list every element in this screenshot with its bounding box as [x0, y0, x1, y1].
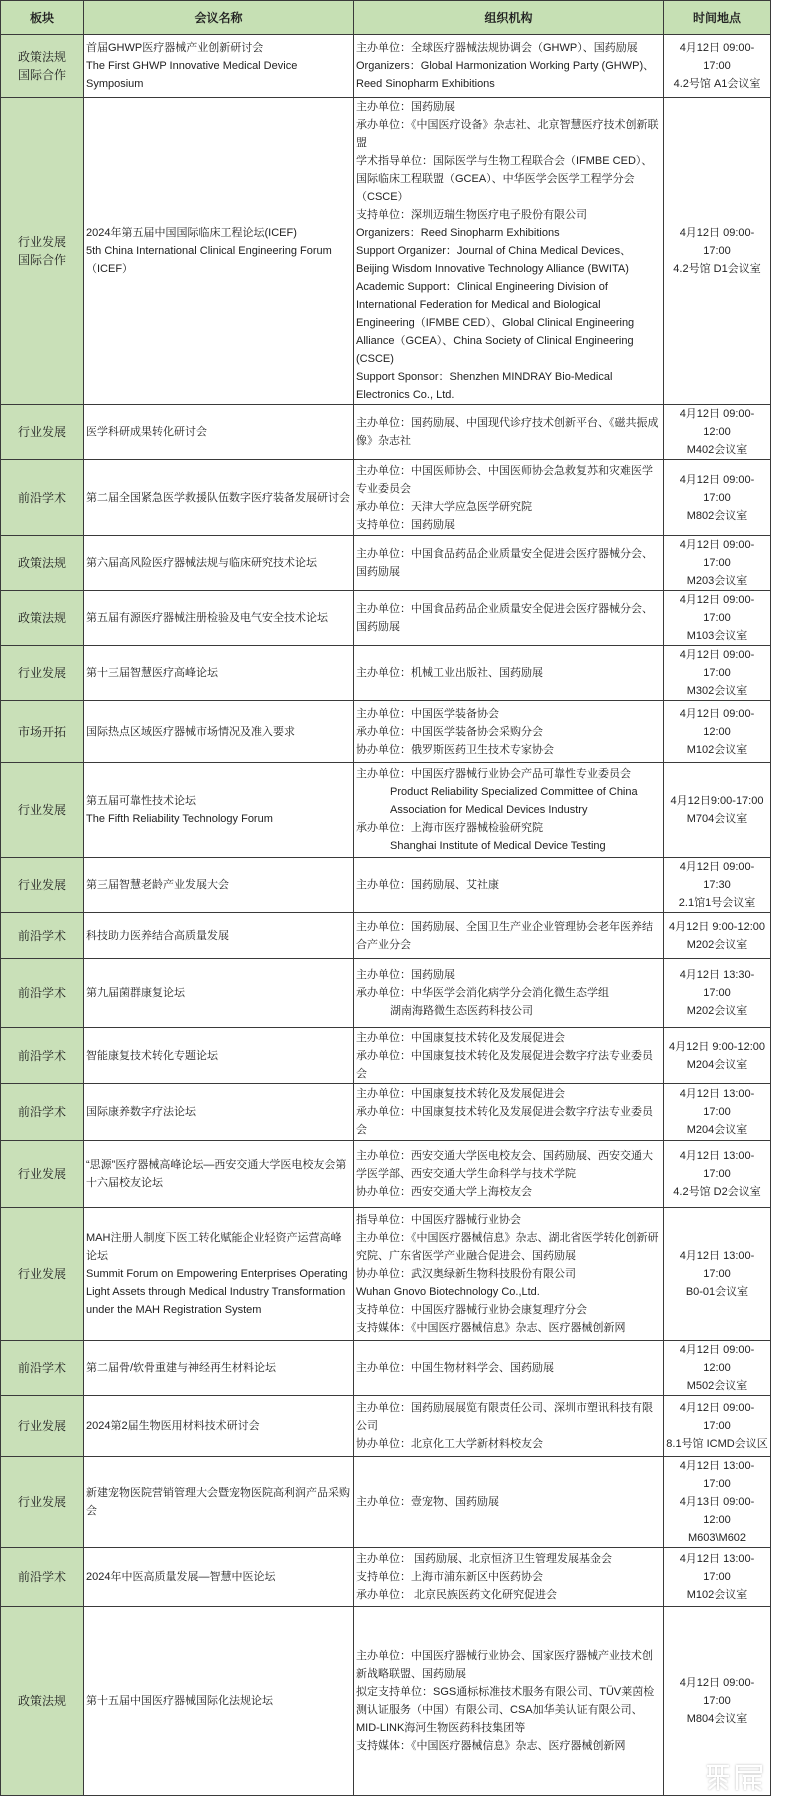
category-cell	[1, 1607, 84, 1796]
organizers-cell-line: 主办单位：中国生物材料学会、国药励展	[356, 1362, 554, 1374]
time-location-cell	[664, 1141, 771, 1208]
time-location-cell-line: M204会议室	[686, 1058, 748, 1071]
category-cell-line: 行业发展	[17, 1419, 66, 1433]
organizers-cell	[354, 1548, 664, 1607]
category-cell	[1, 1548, 84, 1607]
organizers-cell-line: Organizers：Global Harmonization Working Party (GHWP)、Reed Sinopharm Exhibitions	[356, 60, 655, 90]
organizers-cell	[354, 1341, 664, 1396]
meeting-name-cell-line: 第九届菌群康复论坛	[86, 987, 185, 999]
time-location-cell-line: 4月12日 13:00-17:00	[679, 1250, 755, 1280]
meeting-name-cell	[84, 405, 354, 460]
category-cell	[1, 959, 84, 1028]
category-cell-line: 前沿学术	[17, 1361, 66, 1375]
time-location-cell	[664, 913, 771, 959]
organizers-cell	[354, 763, 664, 858]
category-cell-line: 前沿学术	[17, 928, 66, 943]
organizers-cell	[354, 35, 664, 98]
meeting-name-cell	[84, 460, 354, 536]
time-location-cell	[664, 35, 771, 98]
table-row	[1, 959, 771, 1028]
time-location-cell-line: 4月12日 09:00-17:00	[679, 42, 755, 72]
organizers-cell-line: Shanghai Institute of Medical Device Testing	[390, 840, 606, 852]
meeting-name-cell	[84, 1028, 354, 1084]
table-row	[1, 1457, 771, 1548]
meeting-name-cell	[84, 763, 354, 858]
organizers-cell-line: 主办单位：中国医师协会、中国医师协会急救复苏和灾难医学专业委员会	[356, 464, 653, 495]
meeting-name-cell	[84, 959, 354, 1028]
time-location-cell-line: 4月12日 9:00-12:00	[668, 1040, 765, 1053]
table-row	[1, 1341, 771, 1396]
time-location-cell-line: 4月12日 13:00-17:00	[679, 1553, 755, 1583]
meeting-name-cell-line: “思源”医疗器械高峰论坛—西安交通大学医电校友会第十六届校友论坛	[86, 1159, 347, 1189]
organizers-cell-line: 主办单位：国药励展、中国现代诊疗技术创新平台、《磁共振成像》杂志社	[356, 417, 659, 447]
organizers-cell-line: Support Sponsor：Shenzhen MINDRAY Bio-Medical Electronics Co., Ltd.	[356, 371, 613, 401]
meeting-name-cell	[84, 1141, 354, 1208]
organizers-cell-line: Support Organizer：Journal of China Medical Devices、Beijing Wisdom Innovative Technology Alliance (BWITA)	[356, 245, 632, 275]
organizers-cell	[354, 1208, 664, 1341]
organizers-cell-line: 承办单位：天津大学应急医学研究院	[356, 500, 532, 513]
meeting-name-cell	[84, 1396, 354, 1457]
time-location-cell-line: 4月12日 09:00-12:00	[679, 1344, 755, 1374]
time-location-cell-line: 4月12日 09:00-17:00	[679, 649, 755, 679]
meeting-name-cell-line: 第三届智慧老龄产业发展大会	[86, 879, 229, 891]
category-cell-line: 国际合作	[17, 68, 66, 82]
organizers-cell-line: Wuhan Gnovo Biotechnology Co.,Ltd.	[356, 1286, 540, 1298]
meeting-name-cell-line: 5th China International Clinical Engineering Forum（ICEF）	[86, 245, 332, 275]
category-cell-line: 市场开拓	[17, 724, 66, 739]
time-location-cell	[664, 1548, 771, 1607]
category-cell	[1, 591, 84, 646]
time-location-cell-line: 2.1馆1号会议室	[678, 897, 756, 909]
time-location-cell-line: M202会议室	[686, 938, 748, 951]
table-row	[1, 1141, 771, 1208]
meeting-name-cell-line: 第二届全国紧急医学救援队伍数字医疗装备发展研讨会	[86, 491, 350, 504]
meeting-name-cell-line: 国际热点区域医疗器械市场情况及准入要求	[86, 725, 295, 738]
meeting-name-cell-line: 2024年中医高质量发展—智慧中医论坛	[86, 1571, 276, 1583]
category-cell	[1, 913, 84, 959]
meeting-name-cell	[84, 591, 354, 646]
meeting-name-cell-line: 第五届有源医疗器械注册检验及电气安全技术论坛	[86, 612, 328, 624]
organizers-cell-line: 主办单位：西安交通大学医电校友会、国药励展、西安交通大学医学部、西安交通大学生命科学与技术学院	[356, 1150, 653, 1180]
header-time-location: 时间地点	[664, 1, 771, 35]
organizers-cell-line: Product Reliability Specialized Committee of China Association for Medical Devices Industry	[390, 786, 638, 816]
meeting-name-cell	[84, 646, 354, 701]
time-location-cell	[664, 763, 771, 858]
meeting-name-cell	[84, 1084, 354, 1141]
time-location-cell-line: M204会议室	[686, 1124, 748, 1136]
table-row	[1, 591, 771, 646]
category-cell	[1, 1208, 84, 1341]
category-cell-line: 行业发展	[17, 666, 66, 680]
time-location-cell-line: M302会议室	[686, 685, 748, 697]
organizers-cell-line: 承办单位：中国医学装备协会采购分会	[356, 725, 543, 738]
category-cell	[1, 701, 84, 763]
organizers-cell-line: 主办单位：中国康复技术转化及发展促进会	[356, 1031, 565, 1044]
organizers-cell	[354, 536, 664, 591]
organizers-cell-line: 主办单位： 国药励展、北京恒济卫生管理发展基金会	[356, 1553, 613, 1565]
category-cell	[1, 1084, 84, 1141]
time-location-cell	[664, 646, 771, 701]
time-location-cell-line: M203会议室	[686, 575, 748, 587]
table-row	[1, 35, 771, 98]
organizers-cell-line: 协办单位：西安交通大学上海校友会	[356, 1186, 532, 1198]
time-location-cell-line: 4月12日 09:00-17:00	[679, 473, 755, 504]
time-location-cell-line: 4月12日 13:00-17:00	[679, 1460, 755, 1490]
time-location-cell-line: M103会议室	[686, 630, 748, 642]
time-location-cell	[664, 1028, 771, 1084]
time-location-cell-line: 4月12日 13:00-17:00	[679, 1150, 755, 1180]
time-location-cell	[664, 959, 771, 1028]
meeting-name-cell-line: 医学科研成果转化研讨会	[86, 426, 207, 438]
category-cell-line: 前沿学术	[17, 1570, 66, 1584]
time-location-cell	[664, 405, 771, 460]
time-location-cell-line: M502会议室	[686, 1380, 748, 1392]
category-cell	[1, 460, 84, 536]
organizers-cell	[354, 1607, 664, 1796]
table-row	[1, 1028, 771, 1084]
organizers-cell-line: Organizers：Reed Sinopharm Exhibitions	[356, 227, 560, 239]
table-row	[1, 536, 771, 591]
organizers-cell	[354, 1396, 664, 1457]
time-location-cell-line: 4.2号馆 D2会议室	[673, 1186, 761, 1198]
header-category: 板块	[1, 1, 84, 35]
category-cell-line: 行业发展	[17, 235, 66, 249]
meeting-name-cell-line: 国际康养数字疗法论坛	[86, 1106, 196, 1118]
time-location-cell-line: M102会议室	[686, 1589, 748, 1601]
time-location-cell-line: M704会议室	[686, 813, 748, 825]
time-location-cell-line: 4月12日9:00-17:00	[670, 795, 764, 807]
time-location-cell	[664, 1084, 771, 1141]
organizers-cell-line: 支持单位：上海市浦东新区中医药协会	[356, 1571, 543, 1583]
time-location-cell-line: 4月12日 09:00-17:00	[679, 227, 755, 257]
category-cell-line: 国际合作	[17, 253, 66, 267]
category-cell-line: 行业发展	[17, 878, 66, 892]
organizers-cell-line: 主办单位：机械工业出版社、国药励展	[356, 667, 543, 679]
time-location-cell-line: 4月13日 09:00-12:00	[679, 1496, 755, 1526]
time-location-cell	[664, 460, 771, 536]
meeting-name-cell	[84, 35, 354, 98]
table-row	[1, 1396, 771, 1457]
time-location-cell-line: 4.2号馆 A1会议室	[673, 78, 761, 90]
organizers-cell-line: 主办单位：壹宠物、国药励展	[356, 1496, 499, 1508]
meeting-name-cell-line: 科技助力医养结合高质量发展	[86, 929, 229, 942]
meeting-name-cell	[84, 701, 354, 763]
time-location-cell	[664, 1208, 771, 1341]
organizers-cell-line: 主办单位：国药励展展览有限责任公司、深圳市塑讯科技有限公司	[356, 1402, 653, 1432]
organizers-cell	[354, 405, 664, 460]
organizers-cell-line: 协办单位：武汉奥绿新生物科技股份有限公司	[356, 1268, 576, 1280]
table-row	[1, 460, 771, 536]
organizers-cell-line: 湖南海路微生态医药科技公司	[390, 1005, 533, 1017]
category-cell-line: 政策法规	[17, 50, 66, 64]
category-cell	[1, 1396, 84, 1457]
category-cell-line: 行业发展	[17, 425, 66, 439]
organizers-cell	[354, 1457, 664, 1548]
meeting-name-cell	[84, 1457, 354, 1548]
organizers-cell-line: 支持单位：深圳迈瑞生物医疗电子股份有限公司	[356, 209, 587, 221]
category-cell-line: 前沿学术	[17, 986, 66, 1000]
organizers-cell	[354, 591, 664, 646]
time-location-cell-line: 4月12日 09:00-17:00	[679, 1677, 755, 1707]
meeting-name-cell-line: 第六届高风险医疗器械法规与临床研究技术论坛	[86, 557, 317, 569]
organizers-cell-line: 支持单位：国药励展	[356, 518, 455, 531]
organizers-cell-line: 承办单位：中国康复技术转化及发展促进会数字疗法专业委员会	[356, 1106, 653, 1136]
meeting-name-cell-line: MAH注册人制度下医工转化赋能企业轻资产运营高峰论坛	[86, 1232, 342, 1262]
category-cell-line: 政策法规	[17, 611, 66, 625]
meeting-name-cell	[84, 1341, 354, 1396]
organizers-cell-line: 主办单位：中国康复技术转化及发展促进会	[356, 1088, 565, 1100]
time-location-cell-line: 4月12日 09:00-17:00	[679, 594, 755, 624]
header-meeting-name: 会议名称	[84, 1, 354, 35]
category-cell-line: 前沿学术	[17, 1105, 66, 1119]
time-location-cell-line: 4月12日 09:00-12:00	[679, 408, 755, 438]
table-row	[1, 98, 771, 405]
category-cell	[1, 1341, 84, 1396]
category-cell-line: 行业发展	[17, 1167, 66, 1181]
time-location-cell	[664, 701, 771, 763]
meeting-name-cell	[84, 1607, 354, 1796]
meeting-name-cell	[84, 913, 354, 959]
time-location-cell-line: 4月12日 9:00-12:00	[668, 920, 765, 933]
meeting-name-cell-line: 智能康复技术转化专题论坛	[86, 1049, 218, 1062]
organizers-cell-line: 学术指导单位：国际医学与生物工程联合会（IFMBE CED）、国际临床工程联盟（GCEA）、中华医学会医学工程学分会（CSCE）	[356, 155, 653, 203]
organizers-cell-line: 支持媒体：《中国医疗器械信息》杂志、医疗器械创新网	[356, 1740, 626, 1752]
organizers-cell-line: 主办单位：《中国医疗器械信息》杂志、湖北省医学转化创新研究院、广东省医学产业融合促进会、国药励展	[356, 1232, 659, 1262]
organizers-cell-line: 主办单位：中国食品药品企业质量安全促进会医疗器械分会、国药励展	[356, 548, 653, 578]
time-location-cell	[664, 858, 771, 913]
category-cell-line: 前沿学术	[17, 490, 66, 505]
time-location-cell-line: M804会议室	[686, 1713, 748, 1725]
category-cell	[1, 763, 84, 858]
meeting-name-cell-line: Summit Forum on Empowering Enterprises Operating Light Assets through Medical Industry Transformation under the MAH Registration System	[86, 1268, 348, 1316]
organizers-cell	[354, 460, 664, 536]
time-location-cell-line: 4月12日 09:00-17:00	[679, 1402, 755, 1432]
organizers-cell-line: 主办单位：国药励展	[356, 101, 455, 113]
meeting-name-cell-line: 首届GHWP医疗器械产业创新研讨会	[86, 42, 264, 54]
time-location-cell	[664, 1396, 771, 1457]
time-location-cell-line: 4月12日 09:00-12:00	[679, 707, 755, 738]
meeting-name-cell-line: 第五届可靠性技术论坛	[86, 795, 196, 807]
time-location-cell-line: 4月12日 13:30-17:00	[679, 969, 755, 999]
time-location-cell	[664, 536, 771, 591]
time-location-cell	[664, 1457, 771, 1548]
table-row	[1, 763, 771, 858]
organizers-cell-line: 指导单位：中国医疗器械行业协会	[356, 1214, 521, 1226]
time-location-cell	[664, 98, 771, 405]
meeting-name-cell-line: The First GHWP Innovative Medical Device Symposium	[86, 60, 298, 90]
organizers-cell-line: 主办单位：全球医疗器械法规协调会（GHWP）、国药励展	[356, 42, 638, 54]
table-row	[1, 858, 771, 913]
time-location-cell-line: B0-01会议室	[685, 1286, 749, 1298]
organizers-cell-line: 主办单位：国药励展	[356, 969, 455, 981]
table-row	[1, 1607, 771, 1796]
category-cell-line: 政策法规	[17, 556, 66, 570]
meeting-name-cell-line: 新建宠物医院营销管理大会暨宠物医院高利润产品采购会	[86, 1487, 350, 1517]
table-row	[1, 405, 771, 460]
time-location-cell-line: 4.2号馆 D1会议室	[673, 263, 761, 275]
category-cell-line: 政策法规	[17, 1694, 66, 1708]
meeting-name-cell-line: 第十三届智慧医疗高峰论坛	[86, 667, 218, 679]
meeting-name-cell-line: The Fifth Reliability Technology Forum	[86, 813, 273, 825]
organizers-cell-line: 承办单位：中国康复技术转化及发展促进会数字疗法专业委员会	[356, 1049, 653, 1080]
time-location-cell-line: M603\M602	[687, 1532, 747, 1544]
meeting-name-cell	[84, 858, 354, 913]
organizers-cell-line: 主办单位：国药励展、全国卫生产业企业管理协会老年医养结合产业分会	[356, 920, 653, 951]
organizers-cell-line: 承办单位：中华医学会消化病学分会消化微生态学组	[356, 987, 609, 999]
table-row	[1, 1208, 771, 1341]
category-cell	[1, 858, 84, 913]
time-location-cell-line: M202会议室	[686, 1005, 748, 1017]
organizers-cell	[354, 98, 664, 405]
organizers-cell-line: 主办单位：中国食品药品企业质量安全促进会医疗器械分会、国药励展	[356, 603, 653, 633]
time-location-cell-line: 4月12日 09:00-17:30	[679, 861, 755, 891]
category-cell-line: 行业发展	[17, 803, 66, 817]
time-location-cell-line: M102会议室	[686, 743, 748, 756]
organizers-cell	[354, 959, 664, 1028]
meeting-name-cell-line: 第二届骨/软骨重建与神经再生材料论坛	[86, 1362, 277, 1374]
category-cell-line: 行业发展	[17, 1495, 66, 1509]
organizers-cell-line: 拟定支持单位：SGS通标标准技术服务有限公司、TÜV莱茵检测认证服务（中国）有限公司、CSA加华美认证有限公司、MID-LINK海河生物医药科技集团等	[356, 1686, 655, 1734]
organizers-cell	[354, 1028, 664, 1084]
category-cell	[1, 1457, 84, 1548]
time-location-cell-line: 4月12日 13:00-17:00	[679, 1088, 755, 1118]
organizers-cell-line: 协办单位：北京化工大学新材料校友会	[356, 1438, 543, 1450]
table-row	[1, 701, 771, 763]
organizers-cell-line: 支持媒体：《中国医疗器械信息》杂志、医疗器械创新网	[356, 1322, 626, 1334]
time-location-cell-line: 4月12日 09:00-17:00	[679, 539, 755, 569]
category-cell-line: 前沿学术	[17, 1048, 66, 1063]
meeting-name-cell-line: 第十五届中国医疗器械国际化法规论坛	[86, 1695, 273, 1707]
meeting-name-cell-line: 2024第2届生物医用材料技术研讨会	[86, 1420, 260, 1432]
category-cell	[1, 1028, 84, 1084]
table-header-row	[1, 1, 771, 35]
organizers-cell-line: Academic Support：Clinical Engineering Division of International Federation for Medical and Biological Engineering（IFMBE CED）、Global Clinical Engineering Alliance（GCEA）、China Society of Clinical Engineering (CSCE)	[356, 281, 635, 365]
organizers-cell	[354, 701, 664, 763]
meeting-name-cell	[84, 536, 354, 591]
time-location-cell	[664, 1607, 771, 1796]
time-location-cell	[664, 591, 771, 646]
organizers-cell	[354, 858, 664, 913]
category-cell	[1, 35, 84, 98]
table-row	[1, 913, 771, 959]
organizers-cell-line: 承办单位： 北京民族医药文化研究促进会	[356, 1589, 558, 1601]
time-location-cell-line: M802会议室	[686, 509, 748, 522]
category-cell	[1, 646, 84, 701]
organizers-cell-line: 协办单位：俄罗斯医药卫生技术专家协会	[356, 743, 554, 756]
category-cell	[1, 98, 84, 405]
category-cell-line: 行业发展	[17, 1267, 66, 1281]
table-row	[1, 1084, 771, 1141]
category-cell	[1, 405, 84, 460]
meeting-name-cell	[84, 98, 354, 405]
time-location-cell	[664, 1341, 771, 1396]
time-location-cell-line: 8.1号馆 ICMD会议区	[666, 1438, 768, 1450]
organizers-cell-line: 支持单位：中国医疗器械行业协会康复理疗分会	[356, 1304, 587, 1316]
meeting-name-cell	[84, 1208, 354, 1341]
organizers-cell-line: 主办单位：国药励展、艾社康	[356, 879, 499, 891]
organizers-cell-line: 承办单位：《中国医疗设备》杂志社、北京智慧医疗技术创新联盟	[356, 119, 659, 149]
table-row	[1, 1548, 771, 1607]
organizers-cell	[354, 913, 664, 959]
header-organizers: 组织机构	[354, 1, 664, 35]
time-location-cell-line: M402会议室	[686, 444, 748, 456]
meeting-name-cell	[84, 1548, 354, 1607]
organizers-cell	[354, 646, 664, 701]
organizers-cell-line: 主办单位：中国医疗器械行业协会、国家医疗器械产业技术创新战略联盟、国药励展	[356, 1650, 653, 1680]
organizers-cell	[354, 1084, 664, 1141]
table-row	[1, 646, 771, 701]
category-cell	[1, 536, 84, 591]
organizers-cell	[354, 1141, 664, 1208]
meeting-name-cell-line: 2024年第五届中国国际临床工程论坛(ICEF)	[86, 227, 297, 239]
organizers-cell-line: 主办单位：中国医疗器械行业协会产品可靠性专业委员会	[356, 768, 631, 780]
organizers-cell-line: 承办单位：上海市医疗器械检验研究院	[356, 822, 543, 834]
category-cell	[1, 1141, 84, 1208]
organizers-cell-line: 主办单位：中国医学装备协会	[356, 707, 499, 720]
